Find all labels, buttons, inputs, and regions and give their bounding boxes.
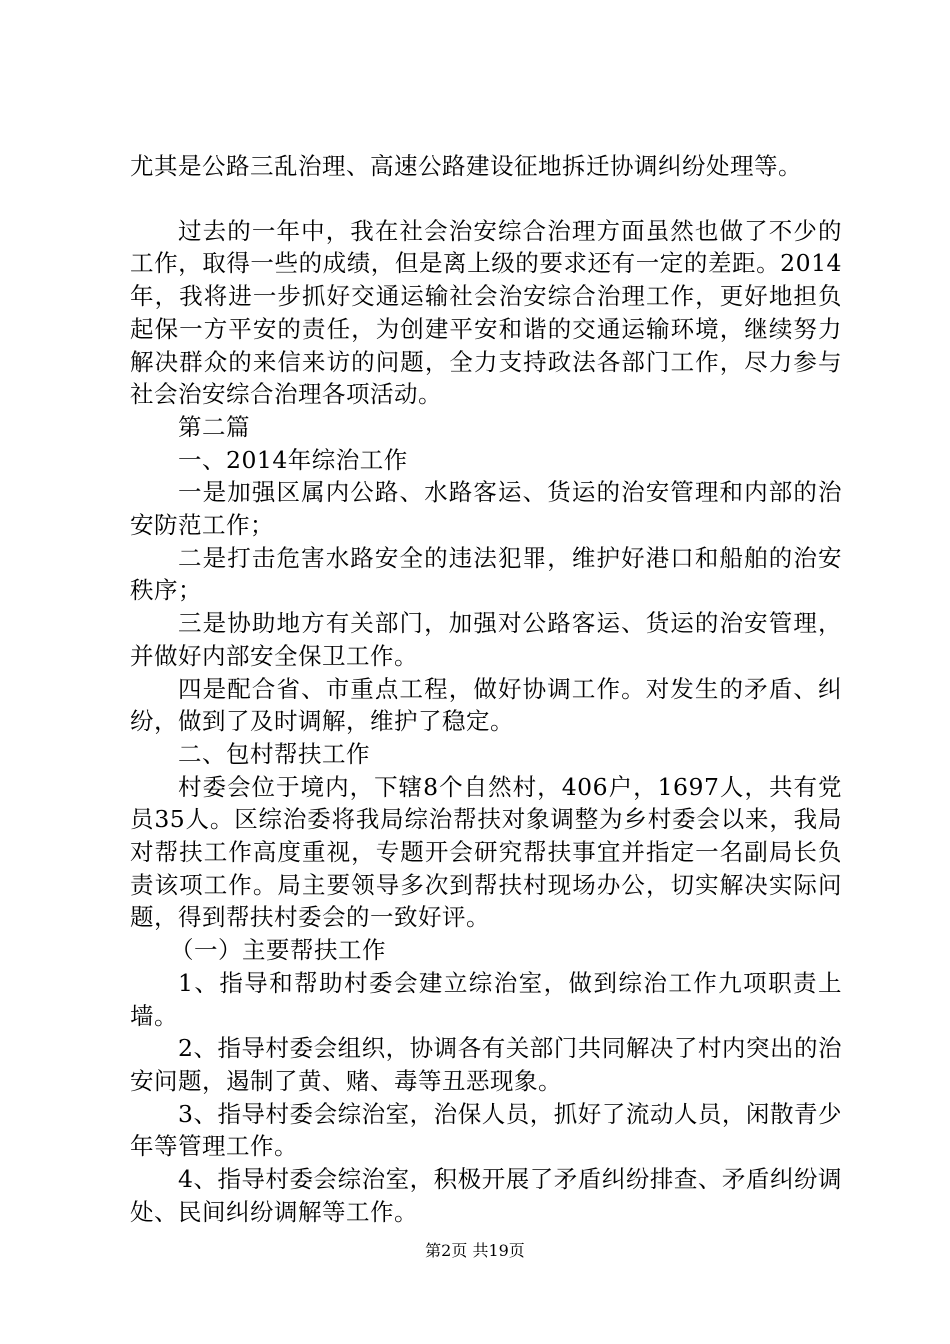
- document-body: [130, 150, 842, 1229]
- list-item-1: 1、指导和帮助村委会建立综治室，做到综治工作九项职责上墙。: [130, 968, 842, 1030]
- list-item-4: 4、指导村委会综治室，积极开展了矛盾纠纷排查、矛盾纠纷调处、民间纠纷调解等工作。: [130, 1165, 842, 1226]
- heading-main-support-work: （一）主要帮扶工作: [170, 936, 386, 965]
- list-item-3: 3、指导村委会综治室，治保人员，抓好了流动人员，闲散青少年等管理工作。: [130, 1099, 842, 1161]
- paragraph-item-three: 三是协助地方有关部门，加强对公路客运、货运的治安管理，并做好内部安全保卫工作。: [130, 609, 842, 670]
- paragraph-item-four: 四是配合省、市重点工程，做好协调工作。对发生的矛盾、纠纷，做到了及时调解，维护了稳定。: [130, 674, 842, 736]
- paragraph-gap: [130, 183, 842, 215]
- paragraph-item-two: 二是打击危害水路安全的违法犯罪，维护好港口和船舶的治安秩序；: [130, 543, 842, 605]
- section-title-part-two: 第二篇: [178, 412, 250, 441]
- paragraph-village-intro: 村委会位于境内，下辖8个自然村，406户，1697人，共有党员35人。区综治委将我局综治帮扶对象调整为乡村委会以来，我局对帮扶工作高度重视，专题开会研究帮扶事宜并指定一名副局长负责该项工作。局主要领导多次到帮扶村现场办公，切实解决实际问题，得到帮扶村委会的一致好评。: [130, 772, 842, 932]
- page-number-footer: 第2页 共19页: [425, 1241, 525, 1260]
- paragraph-summary: 过去的一年中，我在社会治安综合治理方面虽然也做了不少的工作，取得一些的成绩，但是离上级的要求还有一定的差距。2014年，我将进一步抓好交通运输社会治安综合治理工作，更好地担负起保一方平安的责任，为创建平安和谐的交通运输环境，继续努力解决群众的来信来访的问题，全力支持政法各部门工作，尽力参与社会治安综合治理各项活动。: [130, 216, 842, 409]
- heading-village-support: 二、包村帮扶工作: [178, 739, 370, 768]
- paragraph-continuation: 尤其是公路三乱治理、高速公路建设征地拆迁协调纠纷处理等。: [130, 152, 802, 180]
- list-item-2: 2、指导村委会组织，协调各有关部门共同解决了村内突出的治安问题，遏制了黄、赌、毒等丑恶现象。: [130, 1034, 842, 1095]
- heading-2014-work: 一、2014年综治工作: [178, 445, 408, 474]
- paragraph-item-one: 一是加强区属内公路、水路客运、货运的治安管理和内部的治安防范工作；: [130, 478, 842, 540]
